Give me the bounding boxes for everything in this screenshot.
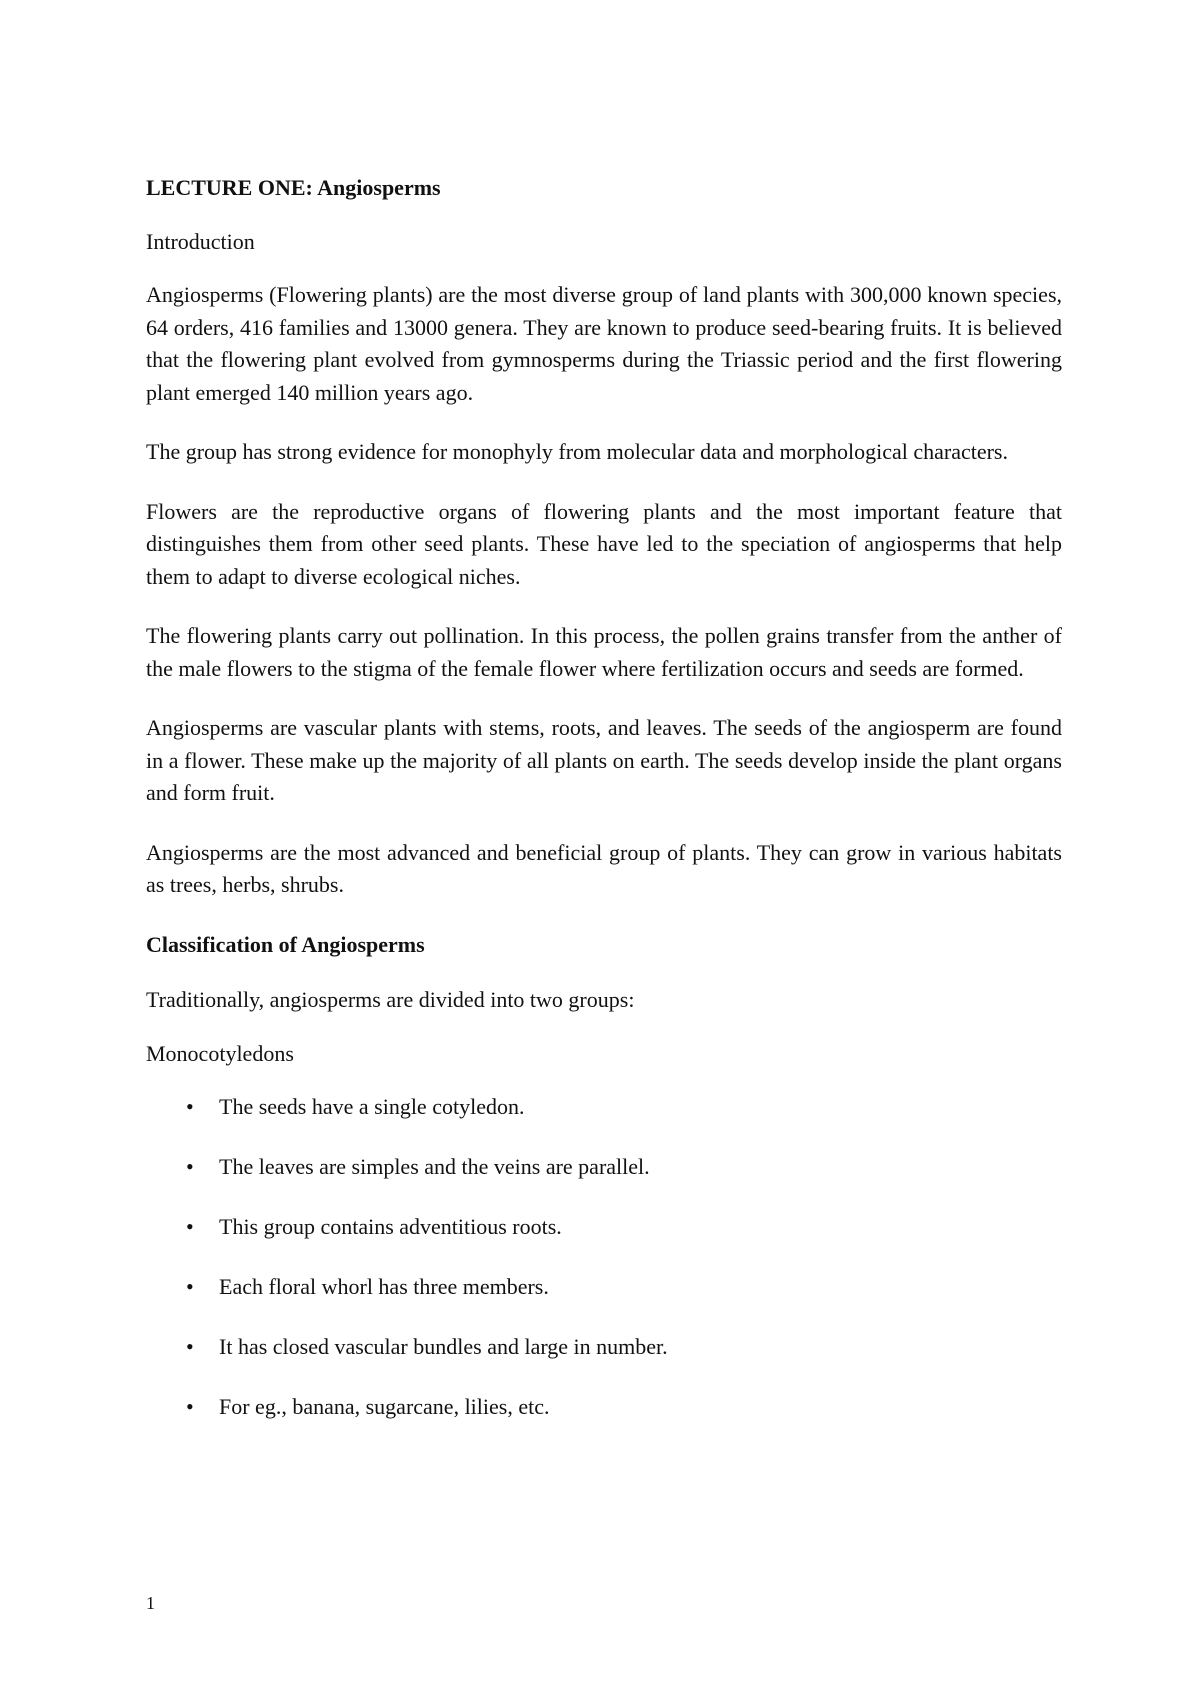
- classification-intro: Traditionally, angiosperms are divided into two groups:: [146, 987, 635, 1012]
- list-item-text: This group contains adventitious roots.: [219, 1214, 562, 1239]
- list-item-text: Each floral whorl has three members.: [219, 1274, 549, 1299]
- list-item: [146, 1331, 1062, 1364]
- list-item: [146, 1271, 1062, 1304]
- paragraph-overview: Angiosperms (Flowering plants) are the most diverse group of land plants with 300,000 known species, 64 orders, 416 families and 13000 genera. They are known to produce seed-bearing fruits. It is believed that the flowering plant evolved from gymnosperms during the Triassic period and the first flowering plant emerged 140 million years ago.: [146, 282, 1062, 405]
- paragraph-vascular: Angiosperms are vascular plants with stems, roots, and leaves. The seeds of the angiosperm are found in a flower. These make up the majority of all plants on earth. The seeds develop inside the plant organs and form fruit.: [146, 715, 1062, 805]
- bullet-icon: •: [186, 1094, 194, 1119]
- lecture-title: LECTURE ONE: Angiosperms: [146, 175, 441, 200]
- paragraph-flowers: Flowers are the reproductive organs of flowering plants and the most important feature that distinguishes them from other seed plants. These have led to the speciation of angiosperms that help them to adapt to diverse ecological niches.: [146, 498, 1062, 589]
- list-item: [146, 1151, 1062, 1184]
- bullet-icon: •: [186, 1394, 194, 1419]
- list-item-text: The leaves are simples and the veins are parallel.: [219, 1154, 650, 1179]
- page-content: [146, 172, 1062, 1451]
- page-number: 1: [146, 1593, 155, 1613]
- list-item: [146, 1391, 1062, 1424]
- paragraph-pollination: The flowering plants carry out pollination. In this process, the pollen grains transfer from the anther of the male flowers to the stigma of the female flower where fertilization occurs and seeds are formed.: [146, 623, 1062, 681]
- list-item-text: For eg., banana, sugarcane, lilies, etc.: [219, 1394, 550, 1419]
- paragraph-habitats: Angiosperms are the most advanced and beneficial group of plants. They can grow in various habitats as trees, herbs, shrubs.: [146, 839, 1062, 897]
- bullet-icon: •: [186, 1274, 194, 1299]
- bullet-icon: •: [186, 1334, 194, 1359]
- list-item: [146, 1211, 1062, 1244]
- paragraph-monophyly: The group has strong evidence for monophyly from molecular data and morphological characters.: [146, 439, 1008, 464]
- group-label-monocotyledons: Monocotyledons: [146, 1040, 294, 1066]
- list-item-text: The seeds have a single cotyledon.: [219, 1094, 525, 1119]
- monocot-bullet-list: [146, 1091, 1062, 1424]
- bullet-icon: •: [186, 1154, 194, 1179]
- list-item-text: It has closed vascular bundles and large in number.: [219, 1334, 668, 1359]
- bullet-icon: •: [186, 1214, 194, 1239]
- list-item: [146, 1091, 1062, 1124]
- intro-label: Introduction: [146, 228, 255, 254]
- classification-heading: Classification of Angiosperms: [146, 931, 425, 957]
